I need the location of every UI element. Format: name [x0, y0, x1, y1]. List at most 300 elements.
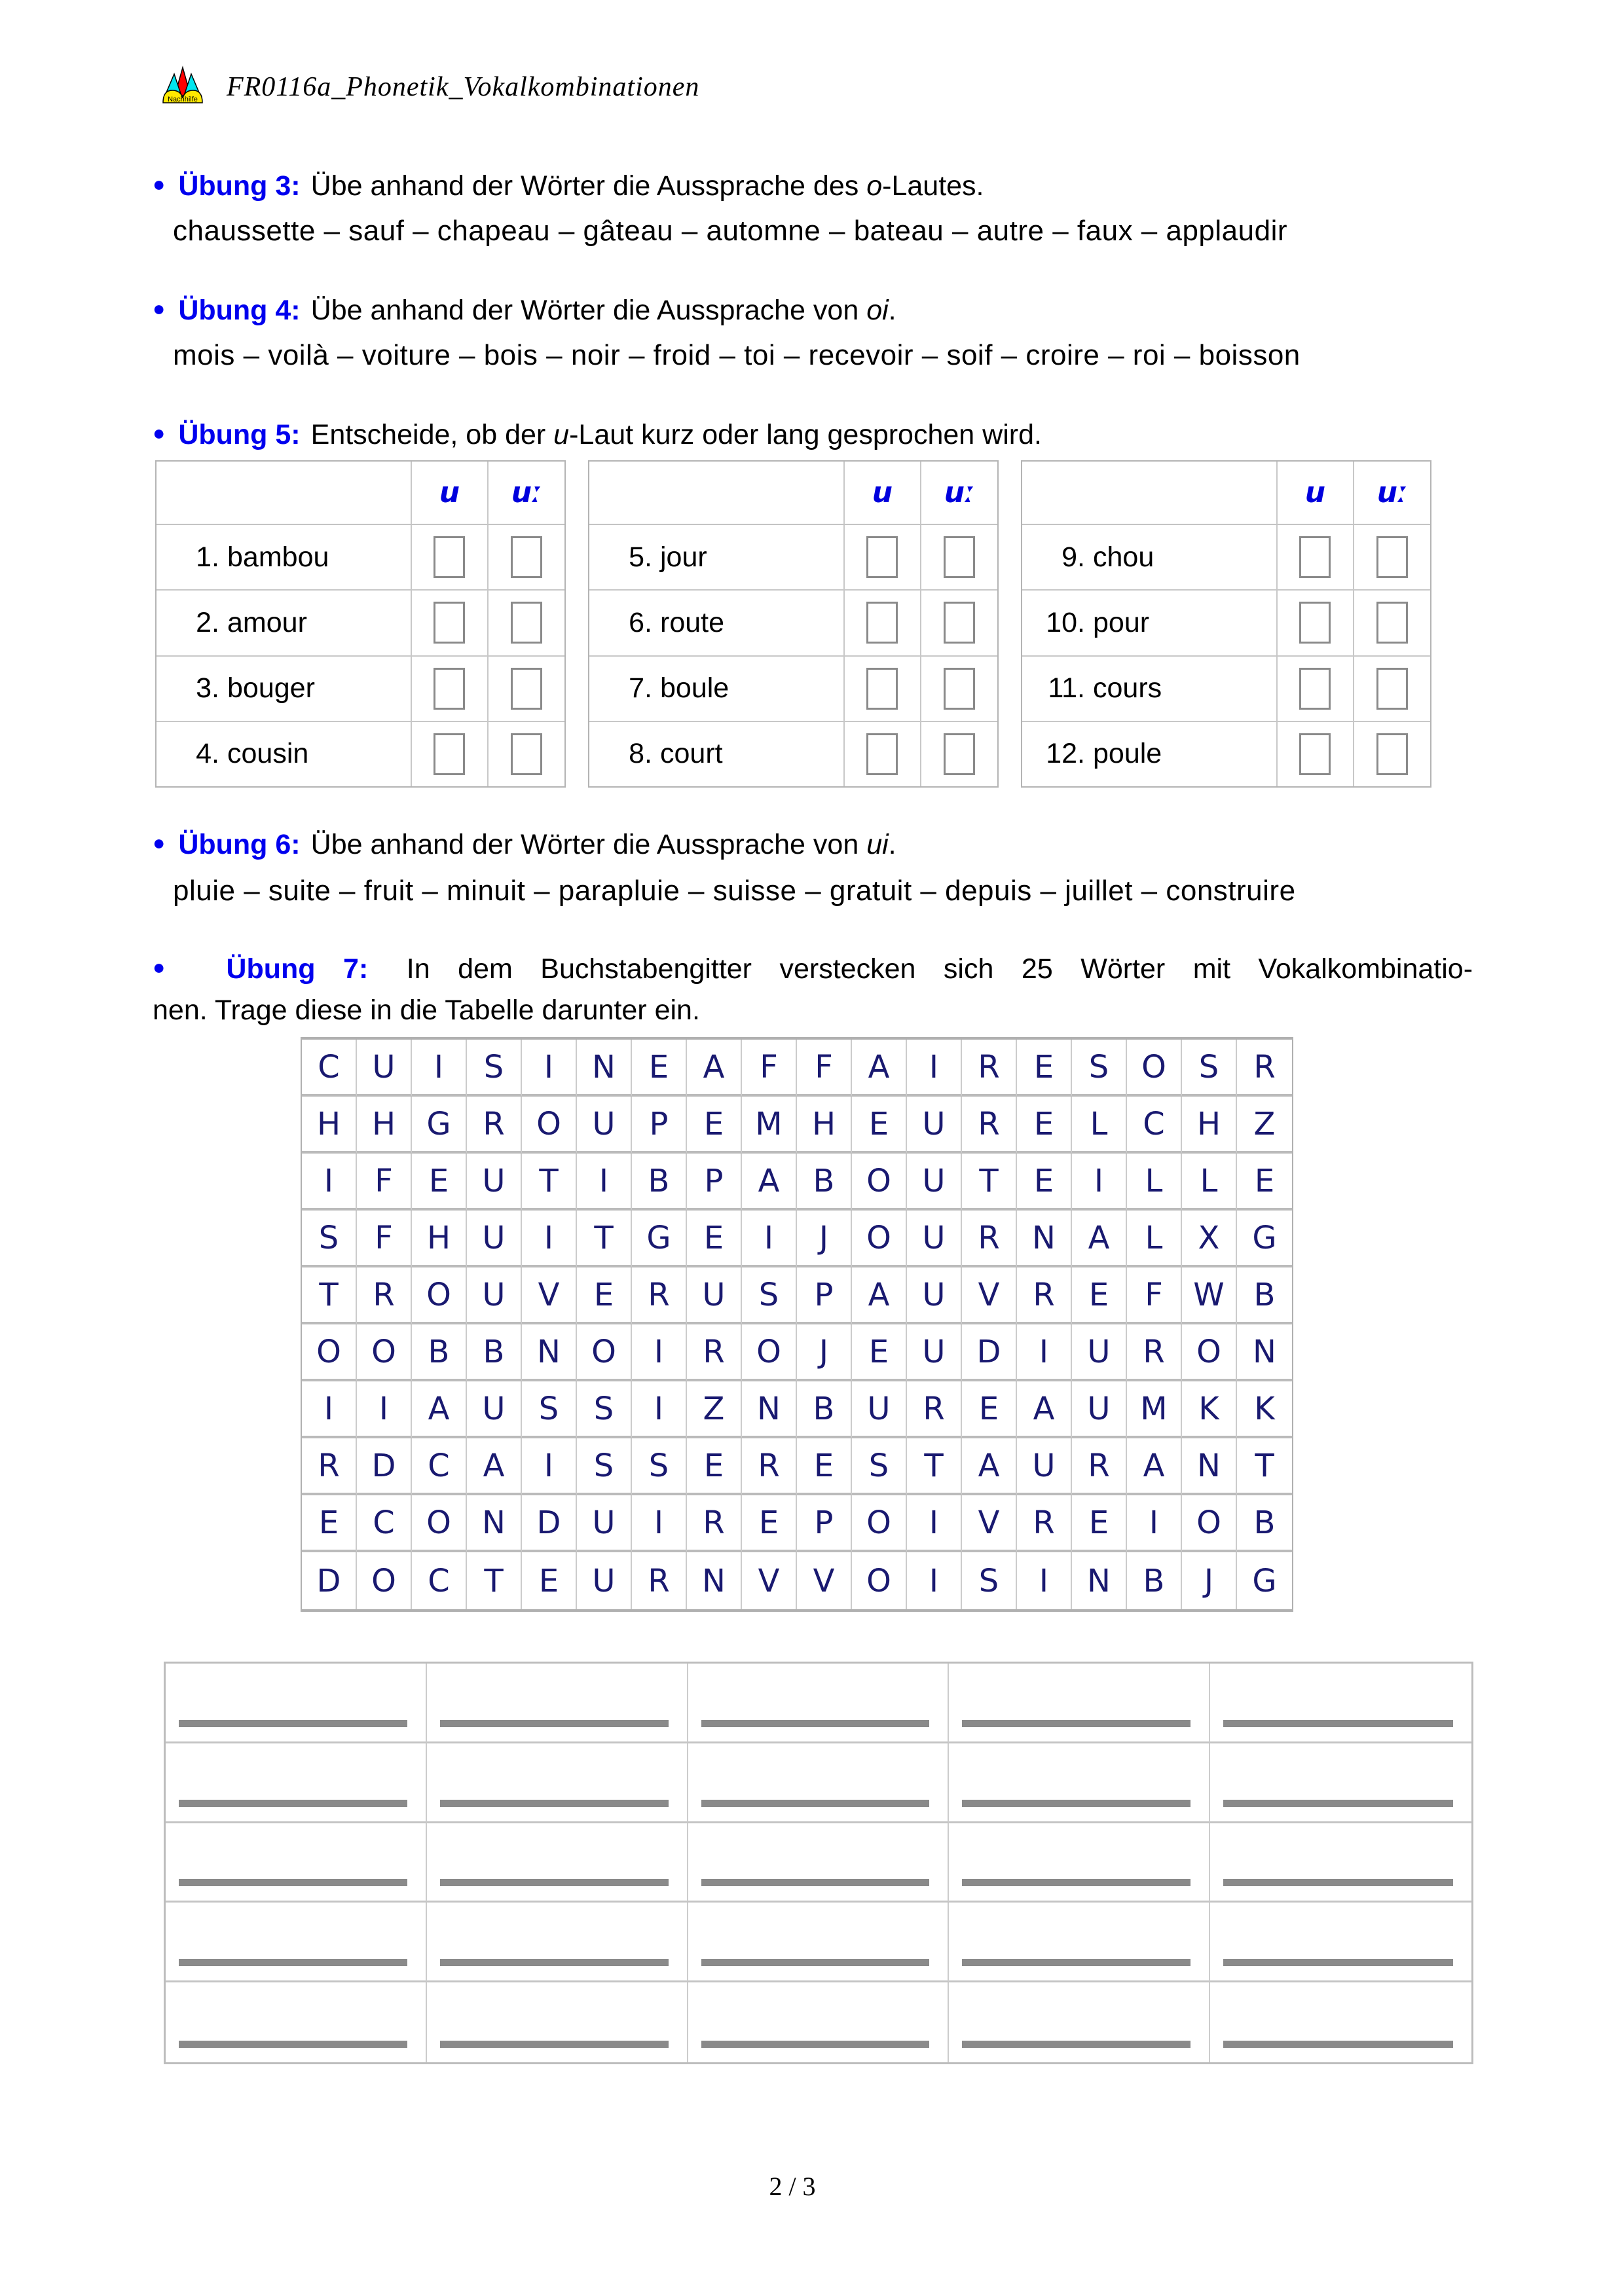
u-sound-tables [155, 460, 1431, 788]
grid-letter: O [852, 1495, 907, 1552]
u-table-3 [1021, 460, 1431, 788]
grid-letter: B [632, 1154, 687, 1211]
grid-letter: D [522, 1495, 577, 1552]
grid-letter: E [1017, 1097, 1072, 1154]
word-label: jour [660, 541, 707, 573]
grid-letter: Z [1237, 1097, 1292, 1154]
word-label: poule [1093, 738, 1162, 770]
grid-letter: O [357, 1552, 412, 1609]
grid-letter: I [1072, 1154, 1127, 1211]
grid-letter: O [1182, 1324, 1237, 1381]
grid-letter: E [1017, 1154, 1072, 1211]
word-label: boule [660, 672, 729, 704]
word-cell [1022, 525, 1278, 589]
word-cell [157, 525, 412, 589]
answer-cell[interactable] [166, 1903, 427, 1982]
grid-letter: O [852, 1552, 907, 1609]
grid-letter: P [797, 1495, 852, 1552]
grid-letter: R [742, 1438, 797, 1495]
grid-letter: U [1072, 1381, 1127, 1438]
word-number: 1. [196, 541, 219, 573]
answer-cell[interactable] [1210, 1823, 1471, 1903]
exercise4-wordlist: mois – voilà – voiture – bois – noir – froid – toi – recevoir – soif – croire – roi – boisson [173, 339, 1301, 371]
grid-letter: N [742, 1381, 797, 1438]
answer-blank-line[interactable] [440, 1720, 669, 1727]
exercise4-label: Übung 4: [178, 295, 301, 326]
grid-letter: E [522, 1552, 577, 1609]
u-long-checkbox[interactable] [944, 602, 975, 644]
grid-letter: A [962, 1438, 1017, 1495]
u-short-checkbox[interactable] [434, 602, 465, 644]
exercise6-text-suffix: . [888, 829, 896, 860]
u-long-checkbox[interactable] [1376, 733, 1408, 775]
answer-blank-line[interactable] [440, 1800, 669, 1807]
answer-cell[interactable] [166, 1743, 427, 1823]
word-number: 6. [629, 606, 652, 638]
grid-letter: A [1017, 1381, 1072, 1438]
u-table-2 [588, 460, 999, 788]
word-row [1022, 722, 1430, 786]
grid-letter: I [632, 1495, 687, 1552]
grid-letter: R [357, 1267, 412, 1324]
u-short-checkbox[interactable] [1299, 602, 1331, 644]
exercise5-text: Entscheide, ob der [310, 419, 554, 450]
answer-cell[interactable] [688, 1743, 950, 1823]
grid-letter: R [302, 1438, 357, 1495]
grid-letter: S [632, 1438, 687, 1495]
grid-letter: R [962, 1097, 1017, 1154]
answer-cell[interactable] [166, 1823, 427, 1903]
answer-blank-line[interactable] [1223, 1879, 1453, 1886]
grid-letter: F [357, 1154, 412, 1211]
grid-letter: E [1072, 1267, 1127, 1324]
u-short-header: u [1278, 462, 1354, 524]
grid-letter: E [687, 1438, 742, 1495]
answer-cell[interactable] [1210, 1743, 1471, 1823]
grid-letter: C [412, 1552, 467, 1609]
grid-letter: I [907, 1552, 962, 1609]
grid-letter: R [1127, 1324, 1182, 1381]
grid-letter: I [522, 1438, 577, 1495]
answer-blank-line[interactable] [179, 2041, 407, 2048]
answer-blank-line[interactable] [962, 2041, 1190, 2048]
page-number: 2 / 3 [769, 2172, 816, 2201]
grid-letter: N [467, 1495, 522, 1552]
grid-letter: S [522, 1381, 577, 1438]
grid-letter: A [742, 1154, 797, 1211]
word-number: 3. [196, 672, 219, 704]
exercise3-term: o [866, 170, 883, 202]
answer-blank-line[interactable] [1223, 2041, 1453, 2048]
grid-letter: R [632, 1552, 687, 1609]
u-short-checkbox[interactable] [434, 668, 465, 710]
u-long-checkbox[interactable] [511, 602, 542, 644]
answer-blank-line[interactable] [701, 1879, 930, 1886]
grid-letter: U [467, 1381, 522, 1438]
grid-letter: A [852, 1267, 907, 1324]
grid-letter: A [1072, 1211, 1127, 1267]
u-short-checkbox[interactable] [866, 733, 898, 775]
answer-cell[interactable] [688, 1903, 950, 1982]
grid-letter: L [1127, 1154, 1182, 1211]
grid-letter: V [742, 1552, 797, 1609]
document-title: FR0116a_Phonetik_Vokalkombinationen [227, 71, 700, 102]
grid-letter: C [357, 1495, 412, 1552]
grid-letter: K [1237, 1381, 1292, 1438]
answer-cell[interactable] [688, 1664, 950, 1743]
grid-letter: E [632, 1040, 687, 1097]
u-long-check-cell [921, 657, 997, 721]
answer-blank-line[interactable] [440, 1959, 669, 1966]
answer-blank-line[interactable] [1223, 1720, 1453, 1727]
grid-letter: H [1182, 1097, 1237, 1154]
grid-letter: I [357, 1381, 412, 1438]
word-row [157, 525, 564, 591]
grid-letter: C [1127, 1097, 1182, 1154]
exercise3-text: Übe anhand der Wörter die Aussprache des [310, 170, 867, 202]
u-short-checkbox[interactable] [1299, 536, 1331, 578]
grid-letter: C [302, 1040, 357, 1097]
answer-cell[interactable] [949, 1823, 1210, 1903]
page-header [161, 65, 699, 108]
grid-letter: I [742, 1211, 797, 1267]
word-row [589, 525, 997, 591]
answer-cell[interactable] [688, 1823, 950, 1903]
grid-letter: R [962, 1211, 1017, 1267]
exercise6-text: Übe anhand der Wörter die Aussprache von [310, 829, 867, 860]
grid-letter: E [1237, 1154, 1292, 1211]
answer-blank-line[interactable] [179, 1720, 407, 1727]
grid-letter: A [687, 1040, 742, 1097]
grid-letter: O [1127, 1040, 1182, 1097]
grid-letter: T [467, 1552, 522, 1609]
u-short-header: u [412, 462, 488, 524]
bullet-icon: ● [153, 297, 166, 320]
grid-letter: N [522, 1324, 577, 1381]
exercise7-label: Übung 7: [226, 953, 369, 985]
u-long-check-cell [1354, 722, 1430, 786]
word-number: 5. [629, 541, 652, 573]
answer-blank-line[interactable] [962, 1959, 1190, 1966]
answer-blank-line[interactable] [440, 2041, 669, 2048]
word-label: court [660, 738, 723, 770]
grid-letter: I [522, 1211, 577, 1267]
answer-blank-line[interactable] [962, 1800, 1190, 1807]
grid-letter: U [357, 1040, 412, 1097]
grid-letter: U [687, 1267, 742, 1324]
grid-letter: O [412, 1267, 467, 1324]
grid-letter: I [302, 1381, 357, 1438]
grid-letter: S [577, 1381, 632, 1438]
u-long-check-cell [489, 657, 564, 721]
u-short-check-cell [845, 657, 921, 721]
answer-cell[interactable] [427, 1743, 688, 1823]
u-long-checkbox[interactable] [944, 536, 975, 578]
word-cell [1022, 657, 1278, 721]
u-short-check-cell [412, 591, 488, 655]
grid-letter: E [577, 1267, 632, 1324]
answer-cell[interactable] [949, 1903, 1210, 1982]
exercise4-text-suffix: . [888, 295, 896, 326]
u-short-checkbox[interactable] [434, 733, 465, 775]
u-long-check-cell [489, 525, 564, 589]
answer-cell[interactable] [949, 1982, 1210, 2062]
grid-letter: H [302, 1097, 357, 1154]
grid-letter: D [357, 1438, 412, 1495]
answer-table [164, 1662, 1473, 2064]
grid-letter: U [467, 1267, 522, 1324]
u-short-check-cell [412, 722, 488, 786]
word-number: 11. [1048, 672, 1085, 704]
grid-letter: I [522, 1040, 577, 1097]
u-short-checkbox[interactable] [1299, 733, 1331, 775]
answer-cell[interactable] [427, 1982, 688, 2062]
grid-letter: U [467, 1154, 522, 1211]
grid-letter: F [797, 1040, 852, 1097]
answer-blank-line[interactable] [701, 1800, 930, 1807]
word-cell [157, 591, 412, 655]
exercise5-label: Übung 5: [178, 419, 301, 450]
u-long-check-cell [921, 525, 997, 589]
grid-letter: K [1182, 1381, 1237, 1438]
grid-letter: U [907, 1211, 962, 1267]
grid-letter: T [962, 1154, 1017, 1211]
exercise5-text-suffix: -Laut kurz oder lang gesprochen wird. [569, 419, 1042, 450]
grid-letter: E [852, 1324, 907, 1381]
u-short-checkbox[interactable] [434, 536, 465, 578]
answer-blank-line[interactable] [701, 2041, 930, 2048]
grid-letter: E [797, 1438, 852, 1495]
answer-cell[interactable] [427, 1903, 688, 1982]
u-short-checkbox[interactable] [866, 668, 898, 710]
u-long-checkbox[interactable] [511, 536, 542, 578]
answer-cell[interactable] [949, 1743, 1210, 1823]
answer-blank-line[interactable] [962, 1720, 1190, 1727]
grid-letter: U [1017, 1438, 1072, 1495]
bullet-icon: ● [153, 421, 166, 445]
grid-letter: J [797, 1324, 852, 1381]
answer-cell[interactable] [949, 1664, 1210, 1743]
word-label: route [660, 606, 725, 638]
u-short-check-cell [845, 591, 921, 655]
word-cell [589, 722, 845, 786]
grid-letter: E [1017, 1040, 1072, 1097]
grid-letter: N [687, 1552, 742, 1609]
grid-letter: O [412, 1495, 467, 1552]
grid-letter: V [962, 1267, 1017, 1324]
grid-letter: S [962, 1552, 1017, 1609]
grid-letter: I [632, 1381, 687, 1438]
grid-letter: B [1237, 1495, 1292, 1552]
grid-letter: T [1237, 1438, 1292, 1495]
word-cell [157, 657, 412, 721]
grid-letter: I [412, 1040, 467, 1097]
grid-letter: L [1072, 1097, 1127, 1154]
grid-letter: I [1127, 1495, 1182, 1552]
u-short-check-cell [1278, 657, 1354, 721]
grid-letter: L [1182, 1154, 1237, 1211]
answer-blank-line[interactable] [701, 1959, 930, 1966]
u-short-check-cell [412, 525, 488, 589]
grid-letter: P [797, 1267, 852, 1324]
grid-letter: R [687, 1495, 742, 1552]
u-table-body [589, 525, 997, 786]
answer-blank-line[interactable] [701, 1720, 930, 1727]
grid-letter: I [1017, 1324, 1072, 1381]
exercise4-heading [153, 288, 1473, 331]
u-long-check-cell [921, 591, 997, 655]
bullet-icon: ● [153, 955, 185, 979]
word-search-grid [301, 1037, 1293, 1612]
u-long-checkbox[interactable] [1376, 536, 1408, 578]
u-table-header [589, 462, 997, 525]
word-cell [589, 591, 845, 655]
u-long-checkbox[interactable] [511, 733, 542, 775]
word-number: 4. [196, 738, 219, 770]
grid-letter: D [302, 1552, 357, 1609]
answer-cell[interactable] [1210, 1903, 1471, 1982]
u-long-check-cell [1354, 657, 1430, 721]
word-row [589, 591, 997, 656]
exercise3-label: Übung 3: [178, 170, 301, 202]
grid-letter: I [907, 1495, 962, 1552]
u-short-check-cell [1278, 591, 1354, 655]
word-header-cell [1022, 462, 1278, 524]
answer-cell[interactable] [166, 1982, 427, 2062]
grid-letter: T [577, 1211, 632, 1267]
grid-letter: T [907, 1438, 962, 1495]
exercise6-wordlist: pluie – suite – fruit – minuit – parapluie – suisse – gratuit – depuis – juillet – construire [173, 875, 1296, 907]
word-row [1022, 657, 1430, 722]
grid-letter: I [632, 1324, 687, 1381]
grid-letter: I [302, 1154, 357, 1211]
u-short-check-cell [1278, 722, 1354, 786]
answer-cell[interactable] [1210, 1664, 1471, 1743]
grid-letter: F [742, 1040, 797, 1097]
word-number: 10. [1046, 606, 1085, 638]
answer-cell[interactable] [688, 1982, 950, 2062]
u-long-check-cell [1354, 591, 1430, 655]
answer-cell[interactable] [427, 1823, 688, 1903]
exercise4-term: oi [866, 295, 889, 326]
grid-letter: U [907, 1097, 962, 1154]
answer-blank-line[interactable] [179, 1800, 407, 1807]
grid-letter: U [577, 1097, 632, 1154]
word-row [589, 657, 997, 722]
answer-cell[interactable] [166, 1664, 427, 1743]
grid-letter: U [467, 1211, 522, 1267]
grid-letter: T [522, 1154, 577, 1211]
grid-letter: S [302, 1211, 357, 1267]
u-short-checkbox[interactable] [1299, 668, 1331, 710]
grid-letter: D [962, 1324, 1017, 1381]
grid-letter: H [797, 1097, 852, 1154]
grid-letter: G [1237, 1211, 1292, 1267]
u-long-checkbox[interactable] [944, 668, 975, 710]
grid-letter: S [577, 1438, 632, 1495]
exercise5-heading [153, 412, 1473, 455]
u-short-header: u [845, 462, 921, 524]
nachhilfe-logo-icon [161, 65, 204, 108]
grid-letter: R [1237, 1040, 1292, 1097]
word-label: cousin [227, 738, 309, 770]
answer-blank-line[interactable] [1223, 1800, 1453, 1807]
u-short-checkbox[interactable] [866, 602, 898, 644]
grid-letter: F [357, 1211, 412, 1267]
grid-letter: F [1127, 1267, 1182, 1324]
grid-letter: M [1127, 1381, 1182, 1438]
grid-letter: N [1237, 1324, 1292, 1381]
word-number: 2. [196, 606, 219, 638]
grid-letter: B [1127, 1552, 1182, 1609]
u-long-check-cell [921, 722, 997, 786]
u-short-check-cell [1278, 525, 1354, 589]
answer-cell[interactable] [1210, 1982, 1471, 2062]
u-table-1 [155, 460, 566, 788]
grid-letter: I [907, 1040, 962, 1097]
grid-letter: B [412, 1324, 467, 1381]
u-long-checkbox[interactable] [944, 733, 975, 775]
u-long-header: uː [944, 476, 974, 509]
word-number: 9. [1061, 541, 1085, 573]
u-table-body [157, 525, 564, 786]
grid-letter: V [797, 1552, 852, 1609]
grid-letter: C [412, 1438, 467, 1495]
exercise3-wordlist: chaussette – sauf – chapeau – gâteau – automne – bateau – autre – faux – applaudir [173, 215, 1288, 247]
grid-letter: M [742, 1097, 797, 1154]
exercise6-label: Übung 6: [178, 829, 301, 860]
grid-letter: R [1072, 1438, 1127, 1495]
u-short-checkbox[interactable] [866, 536, 898, 578]
u-long-checkbox[interactable] [1376, 602, 1408, 644]
u-long-header: uː [511, 476, 542, 509]
answer-blank-line[interactable] [179, 1879, 407, 1886]
grid-letter: G [632, 1211, 687, 1267]
answer-blank-line[interactable] [440, 1879, 669, 1886]
u-long-checkbox[interactable] [511, 668, 542, 710]
grid-letter: O [852, 1211, 907, 1267]
grid-letter: P [632, 1097, 687, 1154]
answer-blank-line[interactable] [179, 1959, 407, 1966]
word-label: cours [1093, 672, 1162, 704]
u-long-checkbox[interactable] [1376, 668, 1408, 710]
grid-letter: N [1072, 1552, 1127, 1609]
u-table-body [1022, 525, 1430, 786]
grid-letter: H [412, 1211, 467, 1267]
grid-letter: R [962, 1040, 1017, 1097]
grid-letter: E [687, 1211, 742, 1267]
answer-blank-line[interactable] [962, 1879, 1190, 1886]
grid-letter: E [852, 1097, 907, 1154]
answer-cell[interactable] [427, 1664, 688, 1743]
word-number: 7. [629, 672, 652, 704]
grid-letter: P [687, 1154, 742, 1211]
exercise5-term: u [553, 419, 570, 450]
grid-letter: R [1017, 1495, 1072, 1552]
grid-letter: B [797, 1154, 852, 1211]
grid-letter: A [412, 1381, 467, 1438]
word-label: pour [1093, 606, 1150, 638]
word-cell [157, 722, 412, 786]
word-header-cell [589, 462, 845, 524]
grid-letter: R [1017, 1267, 1072, 1324]
grid-letter: V [522, 1267, 577, 1324]
grid-letter: T [302, 1267, 357, 1324]
grid-letter: O [357, 1324, 412, 1381]
answer-blank-line[interactable] [1223, 1959, 1453, 1966]
word-row [157, 722, 564, 786]
word-cell [589, 525, 845, 589]
